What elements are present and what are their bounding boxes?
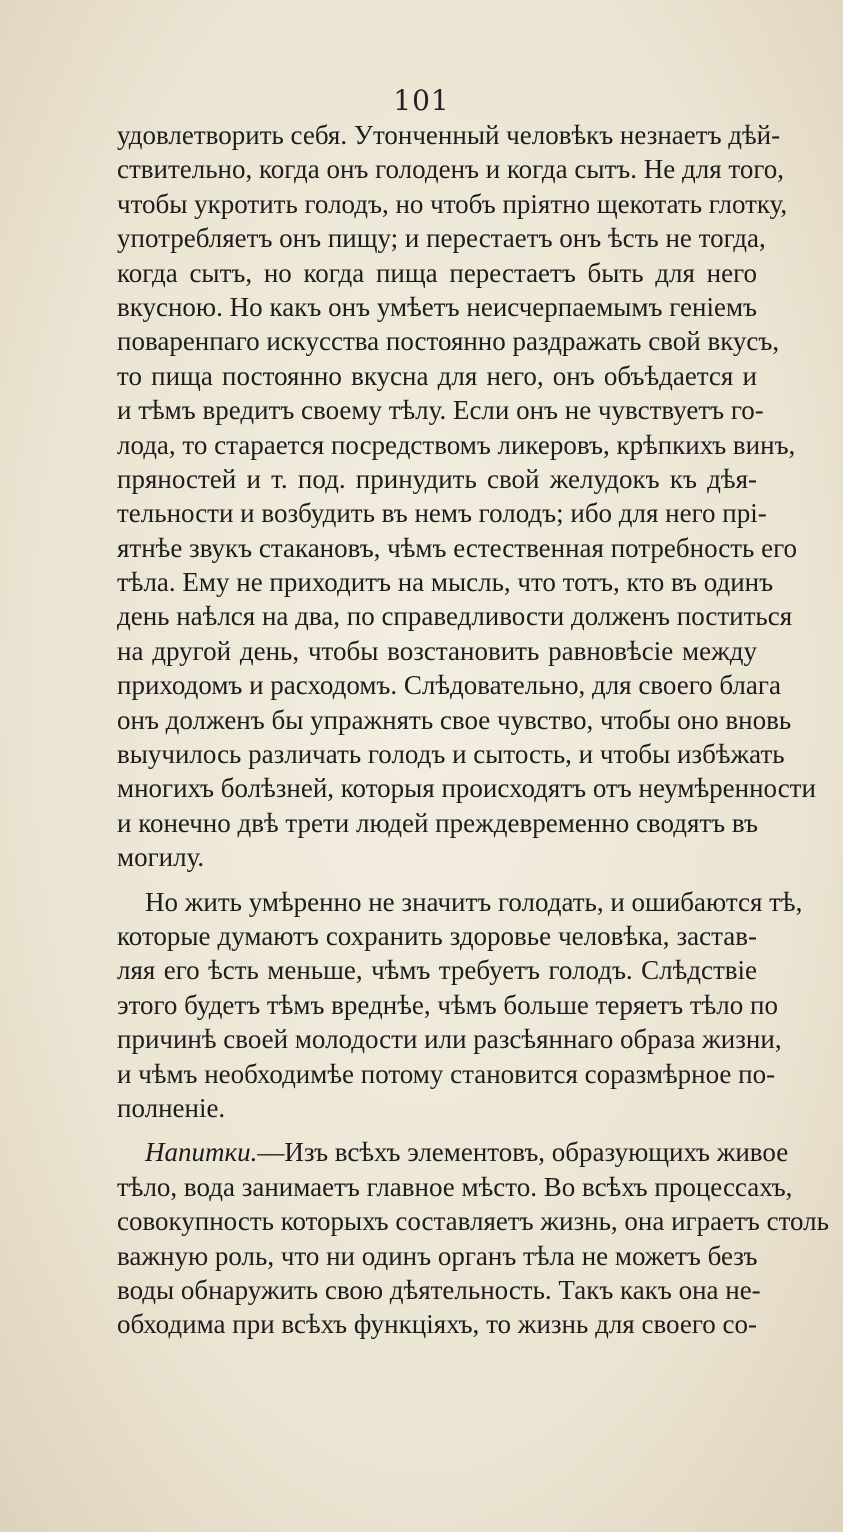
text-line: день наѣлся на два, по справедливости долженъ поститься xyxy=(117,601,793,632)
text-line: совокупность которыхъ составляетъ жизнь, она играетъ столь xyxy=(117,1206,829,1237)
text-line: чтобы укротить голодъ, но чтобъ пріятно щекотать глотку, xyxy=(117,188,788,219)
text-line: то пища постоянно вкусна для него, онъ объѣдается и xyxy=(117,360,757,391)
text-line: вкусною. Но какъ онъ умѣетъ неисчерпаемымъ геніемъ xyxy=(117,291,757,322)
text-line: обходима при всѣхъ функціяхъ, то жизнь для своего со- xyxy=(117,1309,757,1340)
body-text xyxy=(117,118,829,1342)
text-line xyxy=(117,1135,789,1169)
text-line: тѣло, вода занимаетъ главное мѣсто. Во всѣхъ процессахъ, xyxy=(117,1171,793,1202)
text-line: ствительно, когда онъ голоденъ и когда сытъ. Не для того, xyxy=(117,154,784,185)
text-line: и конечно двѣ трети людей преждевременно сводятъ въ xyxy=(117,807,758,838)
text-line: ляя его ѣсть меньше, чѣмъ требуетъ голодъ. Слѣдствіе xyxy=(117,955,757,986)
paragraph-1 xyxy=(117,118,816,875)
text-line: удовлетворить себя. Утонченный человѣкъ незнаетъ дѣй- xyxy=(117,120,781,150)
text-line: важную роль, что ни одинъ органъ тѣла не можетъ безъ xyxy=(117,1240,758,1271)
text-line: могилу. xyxy=(117,842,205,873)
text-line: лода, то старается посредствомъ ликеровъ, крѣпкихъ винъ, xyxy=(117,429,796,460)
text-line: ятнѣе звукъ стакановъ, чѣмъ естественная потребность его xyxy=(117,532,797,563)
text-line: тельности и возбудить въ немъ голодъ; ибо для него прі- xyxy=(117,498,767,529)
section-heading: Напитки. xyxy=(145,1137,258,1168)
text-line: полненіе. xyxy=(117,1092,226,1123)
text-line: приходомъ и расходомъ. Слѣдовательно, для своего блага xyxy=(117,670,781,701)
paragraph-3 xyxy=(117,1135,829,1341)
page-number: 101 xyxy=(393,84,450,117)
text-line: и тѣмъ вредитъ своему тѣлу. Если онъ не чувствуетъ го- xyxy=(117,395,764,426)
text-line-rest: —Изъ всѣхъ элементовъ, образующихъ живое xyxy=(257,1137,789,1168)
text-line: употребляетъ онъ пищу; и перестаетъ онъ ѣсть не тогда, xyxy=(117,223,766,254)
paragraph-2 xyxy=(117,885,803,1126)
text-line: воды обнаружить свою дѣятельность. Такъ какъ она не- xyxy=(117,1274,761,1305)
text-line: многихъ болѣзней, которыя происходятъ отъ неумѣренности xyxy=(117,773,816,804)
text-line: пряностей и т. под. принудить свой желудокъ къ дѣя- xyxy=(117,463,757,494)
text-line: этого будетъ тѣмъ вреднѣе, чѣмъ больше теряетъ тѣло по xyxy=(117,989,778,1020)
text-line: тѣла. Ему не приходитъ на мысль, что тотъ, кто въ одинъ xyxy=(117,567,774,598)
text-line: когда сытъ, но когда пища перестаетъ быть для него xyxy=(117,257,757,288)
text-line: на другой день, чтобы возстановить равновѣсіе между xyxy=(117,635,757,666)
text-line: и чѣмъ необходимѣе потому становится соразмѣрное по- xyxy=(117,1058,776,1089)
text-line: которые думаютъ сохранить здоровье человѣка, застав- xyxy=(117,920,757,951)
text-line: причинѣ своей молодости или разсѣяннаго образа жизни, xyxy=(117,1024,782,1055)
text-line: выучилось различать голодъ и сытость, и чтобы избѣжать xyxy=(117,739,785,770)
text-line: поваренпаго искусства постоянно раздражать свой вкусъ, xyxy=(117,326,780,357)
text-line: онъ долженъ бы упражнять свое чувство, чтобы оно вновь xyxy=(117,704,792,735)
text-line: Но жить умѣренно не значитъ голодать, и ошибаются тѣ, xyxy=(145,886,803,917)
